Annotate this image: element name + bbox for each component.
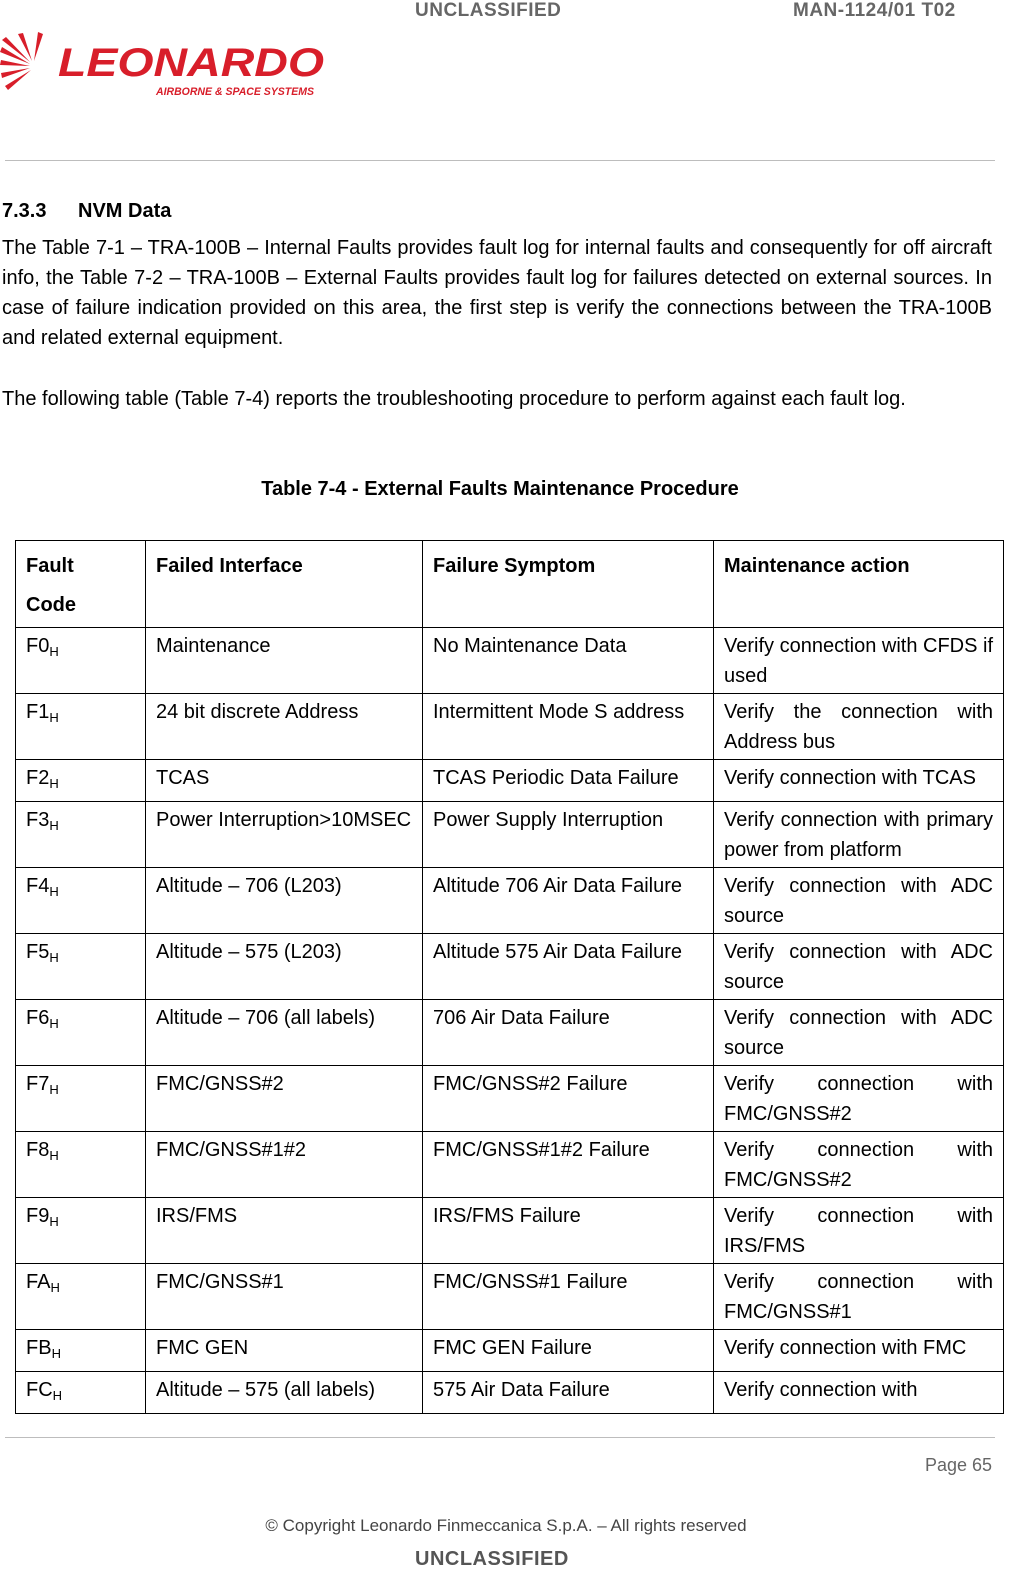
svg-text:AIRBORNE & SPACE SYSTEMS: AIRBORNE & SPACE SYSTEMS (155, 86, 315, 98)
cell-failed-interface: IRS/FMS (146, 1198, 423, 1264)
table-row (16, 802, 1004, 868)
cell-failure-symptom: FMC/GNSS#2 Failure (423, 1066, 714, 1132)
cell-failed-interface: FMC/GNSS#1#2 (146, 1132, 423, 1198)
cell-fault-code: $F5_H$ (16, 934, 146, 1000)
cell-fault-code: $F9_H$ (16, 1198, 146, 1264)
page-number: Page 65 (924, 1455, 992, 1475)
cell-failure-symptom: TCAS Periodic Data Failure (423, 760, 714, 802)
cell-fault-code: $F4_H$ (16, 868, 146, 934)
table-row (16, 760, 1004, 802)
cell-maintenance-action: Verify connection with FMC/GNSS#1 (714, 1264, 1004, 1330)
cell-maintenance-action: Verify connection with ADC source (714, 934, 1004, 1000)
header-maintenance-action: Maintenance action (714, 541, 1004, 628)
table-row (16, 1264, 1004, 1330)
svg-text:LEONARDO: LEONARDO (58, 41, 324, 85)
cell-fault-code: $F7_H$ (16, 1066, 146, 1132)
cell-failed-interface: Altitude – 706 (all labels) (146, 1000, 423, 1066)
header-fault-code: Fault Code (16, 541, 146, 628)
table-row (16, 1066, 1004, 1132)
cell-maintenance-action: Verify connection with ADC source (714, 1000, 1004, 1066)
table-row (16, 1198, 1004, 1264)
cell-failed-interface: Altitude – 575 (L203) (146, 934, 423, 1000)
cell-maintenance-action: Verify connection with ADC source (714, 868, 1004, 934)
table-header-row (16, 541, 1004, 628)
cell-fault-code: $FC_H$ (16, 1372, 146, 1414)
table-row (16, 628, 1004, 694)
table-row (16, 1000, 1004, 1066)
cell-failure-symptom: 575 Air Data Failure (423, 1372, 714, 1414)
header-failed-interface: Failed Interface (146, 541, 423, 628)
copyright: © Copyright Leonardo Finmeccanica S.p.A. – All rights reserved (265, 1516, 747, 1535)
section-title: NVM Data (78, 200, 172, 222)
cell-failure-symptom: FMC/GNSS#1 Failure (423, 1264, 714, 1330)
cell-fault-code: $F0_H$ (16, 628, 146, 694)
cell-failure-symptom: Altitude 575 Air Data Failure (423, 934, 714, 1000)
cell-failure-symptom: Intermittent Mode S address (423, 694, 714, 760)
cell-failure-symptom: Altitude 706 Air Data Failure (423, 868, 714, 934)
table-row (16, 1132, 1004, 1198)
table-caption: Table 7-4 - External Faults Maintenance Procedure (261, 478, 739, 500)
cell-failed-interface: 24 bit discrete Address (146, 694, 423, 760)
header-divider (5, 160, 995, 161)
cell-failed-interface: FMC/GNSS#1 (146, 1264, 423, 1330)
header-doc-number: MAN-1124/01 T02 (793, 0, 956, 21)
cell-fault-code: $F8_H$ (16, 1132, 146, 1198)
leonardo-logo (0, 32, 330, 102)
header-classification: UNCLASSIFIED (415, 0, 562, 21)
cell-fault-code: $FB_H$ (16, 1330, 146, 1372)
section-heading (2, 200, 171, 223)
cell-fault-code: $F6_H$ (16, 1000, 146, 1066)
cell-failure-symptom: FMC GEN Failure (423, 1330, 714, 1372)
cell-maintenance-action: Verify connection with FMC/GNSS#2 (714, 1066, 1004, 1132)
cell-fault-code: $F1_H$ (16, 694, 146, 760)
cell-failure-symptom: Power Supply Interruption (423, 802, 714, 868)
cell-maintenance-action: Verify connection with CFDS if used (714, 628, 1004, 694)
footer-classification: UNCLASSIFIED (415, 1548, 569, 1570)
body-paragraph-1: The Table 7-1 – TRA-100B – Internal Faults provides fault log for internal faults and consequently for off aircraft info, the Table 7-2 – TRA-100B – External Faults provides fault log for failures detected on external sources. In case of failure indication provided on this area, the first step is verify the connections between the TRA-100B and related external equipment. (2, 237, 992, 349)
cell-fault-code: $F3_H$ (16, 802, 146, 868)
cell-failed-interface: TCAS (146, 760, 423, 802)
body-paragraph-2: The following table (Table 7-4) reports the troubleshooting procedure to perform against each fault log. (2, 388, 906, 410)
cell-maintenance-action: Verify the connection with Address bus (714, 694, 1004, 760)
footer-divider (5, 1437, 995, 1438)
cell-failed-interface: FMC/GNSS#2 (146, 1066, 423, 1132)
section-number: 7.3.3 (2, 200, 47, 222)
cell-failure-symptom: IRS/FMS Failure (423, 1198, 714, 1264)
cell-failure-symptom: FMC/GNSS#1#2 Failure (423, 1132, 714, 1198)
cell-maintenance-action: Verify connection with IRS/FMS (714, 1198, 1004, 1264)
cell-failed-interface: Power Interruption>10MSEC (146, 802, 423, 868)
cell-failed-interface: Altitude – 575 (all labels) (146, 1372, 423, 1414)
header-failure-symptom: Failure Symptom (423, 541, 714, 628)
cell-failed-interface: Altitude – 706 (L203) (146, 868, 423, 934)
table-row (16, 934, 1004, 1000)
cell-maintenance-action: Verify connection with FMC (714, 1330, 1004, 1372)
cell-failed-interface: FMC GEN (146, 1330, 423, 1372)
table-row (16, 694, 1004, 760)
cell-failed-interface: Maintenance (146, 628, 423, 694)
table-row (16, 1372, 1004, 1414)
cell-fault-code: $F2_H$ (16, 760, 146, 802)
cell-maintenance-action: Verify connection with FMC/GNSS#2 (714, 1132, 1004, 1198)
cell-fault-code: $FA_H$ (16, 1264, 146, 1330)
cell-failure-symptom: No Maintenance Data (423, 628, 714, 694)
table-row (16, 1330, 1004, 1372)
cell-maintenance-action: Verify connection with TCAS (714, 760, 1004, 802)
faults-table (15, 540, 1004, 1414)
cell-failure-symptom: 706 Air Data Failure (423, 1000, 714, 1066)
logo-rays-icon (0, 32, 43, 90)
table-row (16, 868, 1004, 934)
cell-maintenance-action: Verify connection with (714, 1372, 1004, 1414)
cell-maintenance-action: Verify connection with primary power from platform (714, 802, 1004, 868)
